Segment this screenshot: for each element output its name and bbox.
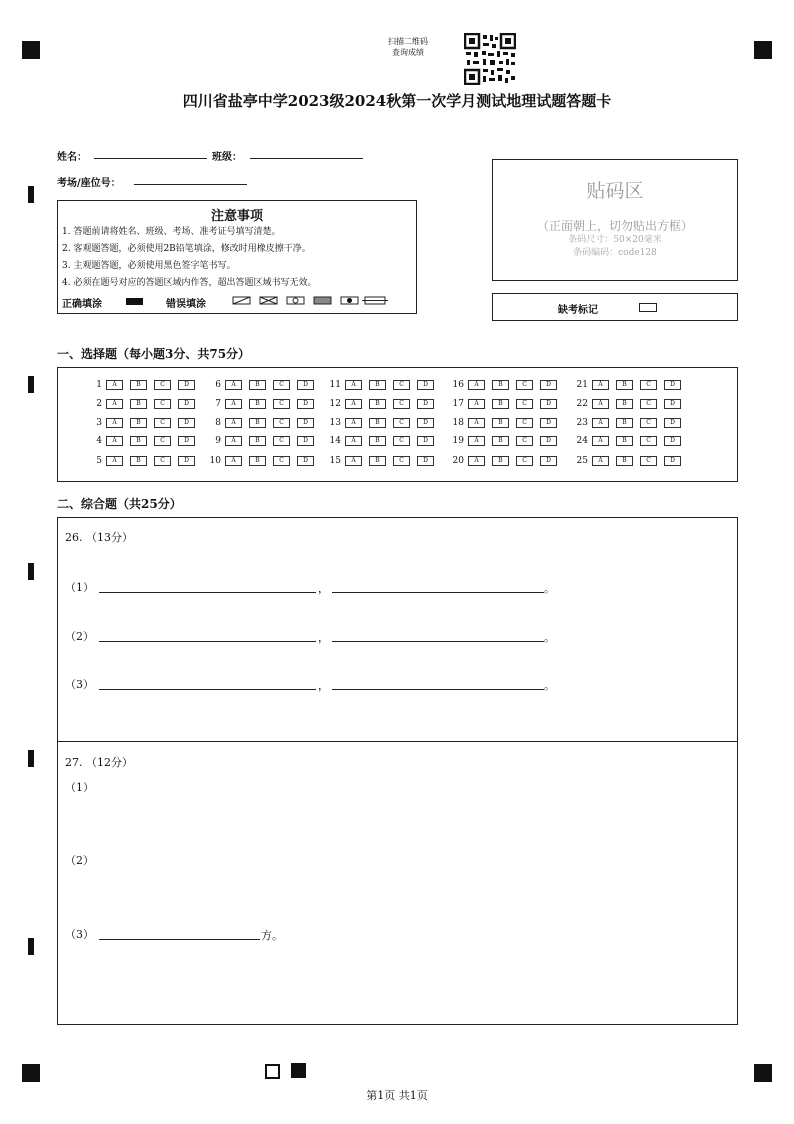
option-bubble-b[interactable]: B (492, 380, 509, 390)
question-number: 17 (452, 399, 464, 409)
option-bubble-c[interactable]: C (154, 380, 171, 390)
q26-period: 。 (544, 582, 555, 595)
option-bubble-b[interactable]: B (492, 418, 509, 428)
seat-field[interactable] (134, 184, 247, 185)
option-bubble-d[interactable]: D (664, 418, 681, 428)
choice-question-row (572, 398, 688, 410)
option-bubble-c[interactable]: C (154, 436, 171, 446)
question-number: 6 (215, 380, 221, 390)
option-bubble-b[interactable]: B (616, 399, 633, 409)
option-bubble-a[interactable]: A (345, 399, 362, 409)
section1-title: 一、选择题（每小题3分、共75分） (57, 347, 251, 361)
side-mark (28, 186, 34, 203)
option-bubble-a[interactable]: A (225, 436, 242, 446)
correct-fill-sample (126, 298, 143, 305)
q26-part1-answer-a[interactable] (99, 592, 316, 593)
option-bubble-b[interactable]: B (369, 399, 386, 409)
option-bubble-d[interactable]: D (664, 436, 681, 446)
q26-part3-label: （3） (65, 678, 94, 691)
option-bubble-b[interactable]: B (130, 436, 147, 446)
question-number: 7 (215, 399, 221, 409)
question-number: 9 (215, 436, 221, 446)
q27-part1-label: （1） (65, 781, 94, 794)
option-bubble-a[interactable]: A (225, 456, 242, 466)
option-bubble-a[interactable]: A (468, 436, 485, 446)
option-bubble-a[interactable]: A (592, 399, 609, 409)
q26-part3-answer-b[interactable] (332, 689, 544, 690)
page-title: 四川省盐亭中学2023级2024秋第一次学月测试地理试题答题卡 (182, 92, 612, 110)
option-bubble-b[interactable]: B (492, 456, 509, 466)
q27-area (57, 741, 738, 1025)
footer-empty-square (265, 1064, 280, 1079)
question-number: 13 (329, 418, 341, 428)
choice-question-row (448, 455, 564, 467)
option-bubble-a[interactable]: A (106, 456, 123, 466)
question-number: 19 (452, 436, 464, 446)
option-bubble-a[interactable]: A (225, 380, 242, 390)
q26-period: 。 (544, 631, 555, 644)
option-bubble-d[interactable]: D (297, 456, 314, 466)
class-label: 班级： (212, 152, 242, 163)
choice-question-row (572, 435, 688, 447)
option-bubble-b[interactable]: B (369, 436, 386, 446)
choice-question-row (205, 398, 321, 410)
option-bubble-b[interactable]: B (249, 436, 266, 446)
side-mark (28, 376, 34, 393)
option-bubble-d[interactable]: D (178, 436, 195, 446)
option-bubble-d[interactable]: D (417, 456, 434, 466)
q26-part2-label: （2） (65, 630, 94, 643)
option-bubble-d[interactable]: D (297, 436, 314, 446)
q27-part2-label: （2） (65, 854, 94, 867)
choice-question-row (325, 435, 441, 447)
option-bubble-b[interactable]: B (616, 418, 633, 428)
option-bubble-c[interactable]: C (273, 436, 290, 446)
option-bubble-c[interactable]: C (640, 418, 657, 428)
option-bubble-c[interactable]: C (516, 456, 533, 466)
choice-question-row (205, 455, 321, 467)
corner-mark-top-right (754, 41, 772, 59)
correct-fill-label: 正确填涂 (62, 299, 102, 310)
barcode-size: 条码尺寸：50×20毫米 (568, 235, 662, 245)
option-bubble-b[interactable]: B (616, 436, 633, 446)
corner-mark-top-left (22, 41, 40, 59)
option-bubble-d[interactable]: D (664, 456, 681, 466)
section2-title: 二、综合题（共25分） (57, 497, 182, 511)
option-bubble-d[interactable]: D (297, 418, 314, 428)
notice-title: 注意事项 (210, 209, 263, 224)
option-bubble-a[interactable]: A (468, 418, 485, 428)
option-bubble-a[interactable]: A (592, 456, 609, 466)
q26-part2-answer-a[interactable] (99, 641, 316, 642)
choice-question-row (572, 379, 688, 391)
barcode-code: 条码编码：code128 (573, 248, 657, 258)
option-bubble-a[interactable]: A (106, 399, 123, 409)
question-number: 14 (329, 436, 341, 446)
option-bubble-c[interactable]: C (393, 380, 410, 390)
side-mark (28, 563, 34, 580)
option-bubble-b[interactable]: B (369, 418, 386, 428)
qr-caption-line1: 扫描二维码 (388, 37, 428, 46)
choice-question-row (86, 455, 202, 467)
option-bubble-c[interactable]: C (273, 418, 290, 428)
seat-label: 考场/座位号： (57, 178, 121, 189)
option-bubble-b[interactable]: B (130, 456, 147, 466)
q26-period: 。 (544, 679, 555, 692)
choice-question-row (86, 398, 202, 410)
choice-question-row (86, 417, 202, 429)
option-bubble-a[interactable]: A (345, 380, 362, 390)
option-bubble-c[interactable]: C (154, 418, 171, 428)
q26-title: 26. （13分） (65, 531, 133, 544)
side-mark (28, 750, 34, 767)
notice-box (57, 200, 417, 314)
question-number: 22 (576, 399, 588, 409)
q26-area (57, 517, 738, 742)
option-bubble-b[interactable]: B (249, 418, 266, 428)
wrong-fill-samples-icon (232, 295, 390, 307)
option-bubble-d[interactable]: D (664, 380, 681, 390)
question-number: 11 (329, 380, 341, 390)
barcode-area (492, 159, 738, 281)
question-number: 21 (576, 380, 588, 390)
option-bubble-c[interactable]: C (640, 399, 657, 409)
choice-question-row (325, 417, 441, 429)
choice-question-row (448, 379, 564, 391)
corner-mark-bottom-right (754, 1064, 772, 1082)
option-bubble-d[interactable]: D (178, 456, 195, 466)
question-number: 3 (96, 418, 102, 428)
option-bubble-b[interactable]: B (249, 380, 266, 390)
q26-part3-answer-a[interactable] (99, 689, 316, 690)
option-bubble-b[interactable]: B (616, 380, 633, 390)
q27-part3-label: （3） (65, 928, 94, 941)
qr-caption (378, 36, 438, 58)
choice-question-row (205, 417, 321, 429)
choice-question-row (448, 417, 564, 429)
absent-mark-box (492, 293, 738, 321)
option-bubble-c[interactable]: C (640, 436, 657, 446)
option-bubble-d[interactable]: D (540, 418, 557, 428)
option-bubble-c[interactable]: C (516, 380, 533, 390)
q26-comma: ， (318, 582, 329, 595)
barcode-instruction: （正面朝上，切勿贴出方框） (536, 219, 693, 233)
option-bubble-c[interactable]: C (393, 456, 410, 466)
option-bubble-c[interactable]: C (273, 380, 290, 390)
notice-item: 3. 主观题答题，必须使用黑色签字笔书写。 (62, 261, 236, 271)
option-bubble-d[interactable]: D (540, 399, 557, 409)
option-bubble-d[interactable]: D (178, 380, 195, 390)
option-bubble-a[interactable]: A (468, 380, 485, 390)
option-bubble-d[interactable]: D (540, 456, 557, 466)
q26-comma: ， (318, 631, 329, 644)
q26-part1-answer-b[interactable] (332, 592, 544, 593)
option-bubble-b[interactable]: B (492, 399, 509, 409)
question-number: 24 (576, 436, 588, 446)
question-number: 12 (329, 399, 341, 409)
option-bubble-d[interactable]: D (664, 399, 681, 409)
option-bubble-a[interactable]: A (592, 436, 609, 446)
option-bubble-b[interactable]: B (249, 399, 266, 409)
question-number: 8 (215, 418, 221, 428)
corner-mark-bottom-left (22, 1064, 40, 1082)
choice-question-row (572, 455, 688, 467)
option-bubble-b[interactable]: B (616, 456, 633, 466)
question-number: 5 (96, 456, 102, 466)
option-bubble-a[interactable]: A (225, 399, 242, 409)
option-bubble-d[interactable]: D (540, 436, 557, 446)
option-bubble-d[interactable]: D (417, 399, 434, 409)
question-number: 20 (452, 456, 464, 466)
question-number: 15 (329, 456, 341, 466)
choice-question-row (325, 455, 441, 467)
choice-question-row (325, 398, 441, 410)
option-bubble-c[interactable]: C (154, 399, 171, 409)
q27-title: 27. （12分） (65, 756, 133, 769)
option-bubble-c[interactable]: C (640, 456, 657, 466)
notice-item: 1. 答题前请将姓名、班级、考场、准考证号填写清楚。 (62, 227, 281, 237)
choice-question-row (448, 435, 564, 447)
page-number: 第1页 共1页 (366, 1089, 428, 1102)
option-bubble-b[interactable]: B (130, 418, 147, 428)
q26-part2-answer-b[interactable] (332, 641, 544, 642)
question-number: 2 (96, 399, 102, 409)
name-label: 姓名： (57, 152, 87, 163)
option-bubble-a[interactable]: A (225, 418, 242, 428)
option-bubble-b[interactable]: B (249, 456, 266, 466)
absent-label: 缺考标记 (558, 305, 598, 316)
choice-question-row (86, 379, 202, 391)
choice-question-row (325, 379, 441, 391)
option-bubble-d[interactable]: D (178, 399, 195, 409)
option-bubble-a[interactable]: A (106, 380, 123, 390)
choice-question-row (86, 435, 202, 447)
side-mark (28, 938, 34, 955)
option-bubble-b[interactable]: B (130, 399, 147, 409)
option-bubble-d[interactable]: D (297, 399, 314, 409)
option-bubble-a[interactable]: A (106, 436, 123, 446)
question-number: 18 (452, 418, 464, 428)
option-bubble-c[interactable]: C (273, 399, 290, 409)
qr-code-icon (464, 33, 516, 85)
absent-checkbox[interactable] (639, 303, 657, 312)
option-bubble-b[interactable]: B (369, 380, 386, 390)
question-number: 25 (576, 456, 588, 466)
qr-caption-line2: 查询成绩 (392, 48, 424, 57)
option-bubble-a[interactable]: A (345, 418, 362, 428)
option-bubble-a[interactable]: A (592, 418, 609, 428)
question-number: 16 (452, 380, 464, 390)
choice-question-row (572, 417, 688, 429)
option-bubble-b[interactable]: B (492, 436, 509, 446)
option-bubble-a[interactable]: A (345, 456, 362, 466)
option-bubble-c[interactable]: C (516, 436, 533, 446)
q27-part3-suffix: 方。 (261, 929, 283, 942)
choice-question-row (205, 379, 321, 391)
barcode-main-label: 贴码区 (586, 180, 644, 202)
q26-comma: ， (318, 679, 329, 692)
option-bubble-d[interactable]: D (417, 418, 434, 428)
option-bubble-c[interactable]: C (273, 456, 290, 466)
option-bubble-d[interactable]: D (417, 436, 434, 446)
option-bubble-a[interactable]: A (592, 380, 609, 390)
question-number: 1 (96, 380, 102, 390)
notice-item: 4. 必须在题号对应的答题区域内作答，超出答题区域书写无效。 (62, 278, 317, 288)
choice-question-row (448, 398, 564, 410)
option-bubble-a[interactable]: A (468, 399, 485, 409)
question-number: 4 (96, 436, 102, 446)
class-field[interactable] (250, 158, 363, 159)
option-bubble-c[interactable]: C (516, 418, 533, 428)
choice-question-row (205, 435, 321, 447)
option-bubble-d[interactable]: D (417, 380, 434, 390)
option-bubble-c[interactable]: C (516, 399, 533, 409)
option-bubble-d[interactable]: D (540, 380, 557, 390)
option-bubble-a[interactable]: A (106, 418, 123, 428)
notice-item: 2. 客观题答题，必须使用2B铅笔填涂，修改时用橡皮擦干净。 (62, 244, 311, 254)
option-bubble-c[interactable]: C (640, 380, 657, 390)
name-field[interactable] (94, 158, 207, 159)
q26-part1-label: （1） (65, 581, 94, 594)
option-bubble-a[interactable]: A (468, 456, 485, 466)
option-bubble-c[interactable]: C (154, 456, 171, 466)
option-bubble-b[interactable]: B (130, 380, 147, 390)
wrong-fill-label: 错误填涂 (166, 299, 206, 310)
q27-part3-answer[interactable] (99, 939, 260, 940)
option-bubble-c[interactable]: C (393, 418, 410, 428)
option-bubble-a[interactable]: A (345, 436, 362, 446)
option-bubble-b[interactable]: B (369, 456, 386, 466)
footer-filled-square (291, 1063, 306, 1078)
option-bubble-c[interactable]: C (393, 436, 410, 446)
question-number: 23 (576, 418, 588, 428)
question-number: 10 (209, 456, 221, 466)
option-bubble-d[interactable]: D (297, 380, 314, 390)
option-bubble-d[interactable]: D (178, 418, 195, 428)
option-bubble-c[interactable]: C (393, 399, 410, 409)
